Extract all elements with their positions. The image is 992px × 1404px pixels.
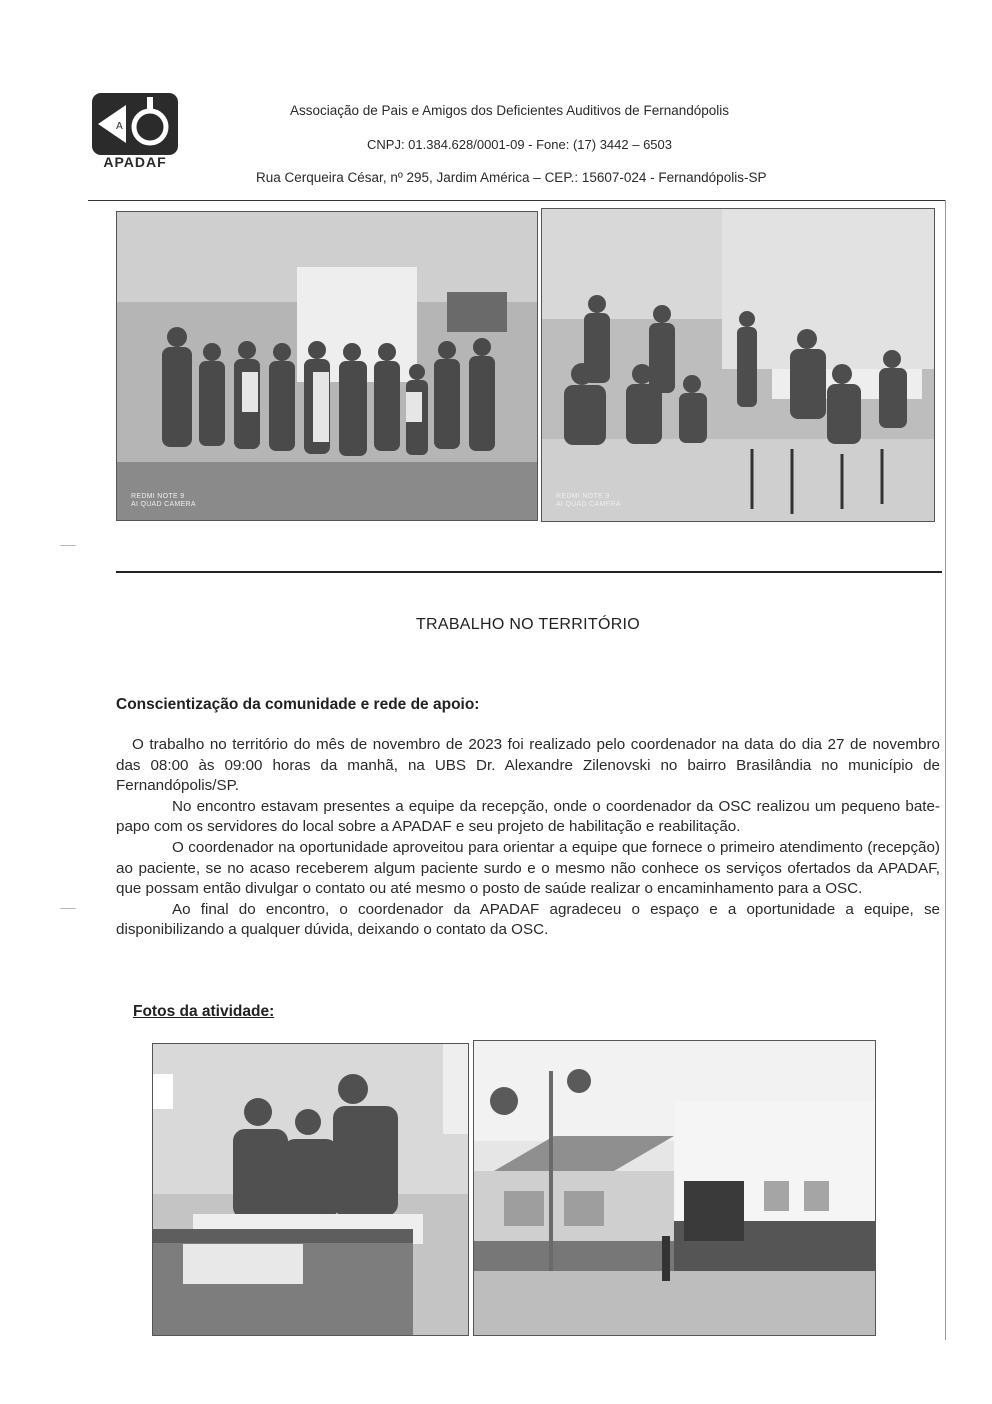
apadaf-logo [92, 93, 178, 173]
svg-text:A: A [116, 121, 123, 132]
address: Rua Cerqueira César, nº 295, Jardim América – CEP.: 15607-024 - Fernandópolis-SP [256, 170, 767, 185]
cnpj-phone: CNPJ: 01.384.628/0001-09 - Fone: (17) 3442 – 6503 [367, 137, 672, 152]
photo-caption: REDMI NOTE 9 AI QUAD CAMERA [131, 493, 196, 508]
scan-mark [60, 908, 76, 909]
fotos-label: Fotos da atividade: [133, 1003, 275, 1020]
photo-caption: REDMI NOTE 9 AI QUAD CAMERA [556, 493, 621, 508]
section-title: TRABALHO NO TERRITÓRIO [415, 616, 641, 633]
photo-room-tables [541, 208, 935, 522]
paragraph: O trabalho no território do mês de novembro de 2023 foi realizado pelo coordenador na data do dia 27 de novembro das 08:00 às 09:00 horas da manhã, na UBS Dr. Alexandre Zilenovski no bairro Brasilândia no município de Fernandópolis/SP. [116, 736, 940, 795]
section-rule [116, 571, 942, 573]
photo-reception-team [152, 1043, 469, 1336]
paragraph: Ao final do encontro, o coordenador da APADAF agradeceu o espaço e a oportunidade a equipe, se disponibilizando a qualquer dúvida, deixando o contato da OSC. [116, 900, 940, 939]
section-subtitle: Conscientização da comunidade e rede de apoio: [116, 696, 480, 713]
page-border-right [945, 200, 946, 1340]
header-rule [88, 200, 945, 201]
paragraph: O coordenador na oportunidade aproveitou para orientar a equipe que fornece o primeiro atendimento (recepção) ao paciente, se no acaso receberem algum paciente surdo e o mesmo não conhece os serviços ofertados da APADAF, que possam então divulgar o contato ou até mesmo o posto de saúde realizar o encaminhamento para a OSC. [116, 838, 940, 898]
scan-mark [60, 545, 76, 546]
paragraph: No encontro estavam presentes a equipe da recepção, onde o coordenador da OSC realizou um pequeno bate-papo com os servidores do local sobre a APADAF e seu projeto de habilitação e reabilitação. [116, 797, 940, 836]
logo-text: APADAF [103, 154, 167, 170]
photo-group-meeting [116, 211, 538, 521]
org-name: Associação de Pais e Amigos dos Deficientes Auditivos de Fernandópolis [290, 103, 730, 118]
body-text [116, 735, 940, 941]
photo-ubs-building [473, 1040, 876, 1336]
